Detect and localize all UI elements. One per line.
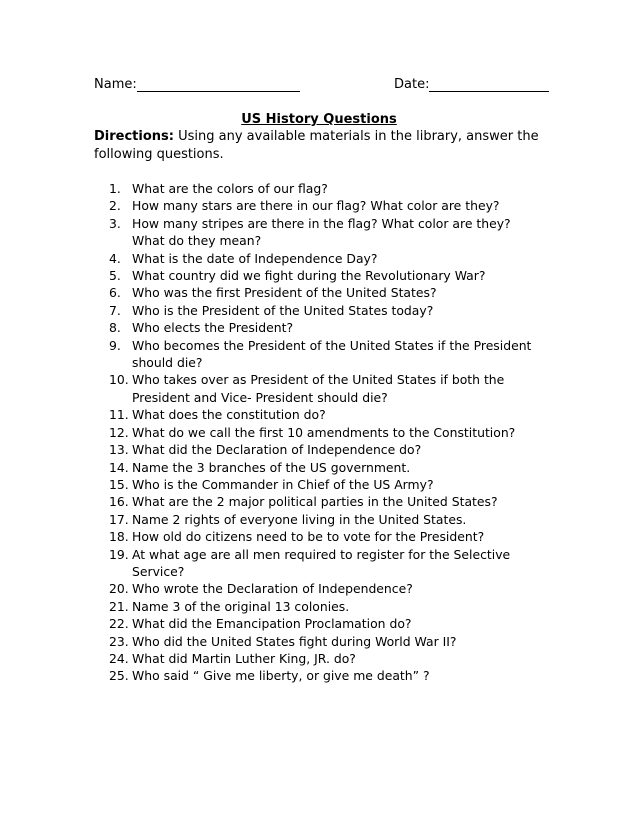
question-number: 23. bbox=[109, 633, 129, 649]
question-text: Who wrote the Declaration of Independence? bbox=[132, 581, 413, 597]
question-number: 24. bbox=[109, 650, 129, 666]
question-number: 2. bbox=[109, 198, 121, 214]
question-text: What did the Emancipation Proclamation do? bbox=[132, 616, 412, 632]
question-number: 21. bbox=[109, 598, 129, 614]
question-text: What does the constitution do? bbox=[132, 407, 326, 423]
question-text: What did the Declaration of Independence do? bbox=[132, 442, 422, 458]
question-item bbox=[94, 215, 544, 250]
question-number: 14. bbox=[109, 459, 129, 475]
question-text: Who did the United States fight during World War II? bbox=[132, 633, 457, 649]
question-text: Name the 3 branches of the US government. bbox=[132, 459, 411, 475]
question-text: Name 3 of the original 13 colonies. bbox=[132, 598, 350, 614]
question-text: Who is the Commander in Chief of the US Army? bbox=[132, 476, 434, 492]
question-number: 8. bbox=[109, 320, 121, 336]
directions bbox=[94, 128, 546, 164]
question-number: 13. bbox=[109, 442, 129, 458]
question-text: What did Martin Luther King, JR. do? bbox=[132, 650, 356, 666]
question-item bbox=[94, 284, 544, 301]
question-item bbox=[94, 493, 544, 510]
question-number: 10. bbox=[109, 372, 129, 388]
question-item bbox=[94, 337, 544, 372]
question-list bbox=[94, 180, 544, 685]
question-number: 12. bbox=[109, 424, 129, 440]
question-item bbox=[94, 319, 544, 336]
question-item bbox=[94, 546, 544, 581]
question-item bbox=[94, 476, 544, 493]
question-text: What is the date of Independence Day? bbox=[132, 250, 378, 266]
question-text: At what age are all men required to register for the Selective Service? bbox=[132, 546, 511, 579]
question-number: 16. bbox=[109, 494, 129, 510]
question-item bbox=[94, 633, 544, 650]
question-number: 11. bbox=[109, 407, 129, 423]
directions-label: Directions: bbox=[94, 129, 174, 144]
question-item bbox=[94, 580, 544, 597]
question-text: What do we call the first 10 amendments to the Constitution? bbox=[132, 424, 516, 440]
question-item bbox=[94, 459, 544, 476]
question-item bbox=[94, 180, 544, 197]
question-text: How many stripes are there in the flag? What color are they? What do they mean? bbox=[132, 215, 511, 249]
question-text: How many stars are there in our flag? What color are they? bbox=[132, 198, 500, 214]
question-number: 22. bbox=[109, 616, 129, 632]
question-number: 1. bbox=[109, 181, 121, 196]
directions-text: Using any available materials in the library, answer the following questions. bbox=[94, 129, 539, 162]
question-item bbox=[94, 598, 544, 615]
question-item bbox=[94, 528, 544, 545]
question-item bbox=[94, 424, 544, 441]
question-item bbox=[94, 302, 544, 319]
question-text: What country did we fight during the Revolutionary War? bbox=[132, 268, 486, 284]
question-number: 25. bbox=[109, 668, 129, 684]
question-number: 18. bbox=[109, 529, 129, 545]
question-item bbox=[94, 250, 544, 267]
question-text: Who takes over as President of the United States if both the President and Vice- President should die? bbox=[132, 372, 505, 405]
date-label: Date: bbox=[394, 77, 430, 92]
name-field bbox=[94, 77, 300, 92]
question-item bbox=[94, 667, 544, 684]
question-number: 15. bbox=[109, 476, 129, 492]
question-item bbox=[94, 197, 544, 214]
question-item bbox=[94, 511, 544, 528]
date-field bbox=[394, 77, 549, 92]
header-row bbox=[94, 77, 544, 97]
question-text: What are the colors of our flag? bbox=[132, 181, 328, 196]
question-number: 20. bbox=[109, 581, 129, 597]
question-item bbox=[94, 615, 544, 632]
question-text: Name 2 rights of everyone living in the United States. bbox=[132, 511, 467, 527]
page-title: US History Questions bbox=[241, 112, 397, 127]
question-text: What are the 2 major political parties in the United States? bbox=[132, 494, 498, 510]
question-number: 3. bbox=[109, 215, 121, 231]
name-blank-line[interactable] bbox=[137, 77, 300, 92]
question-item bbox=[94, 650, 544, 667]
question-number: 5. bbox=[109, 268, 121, 284]
question-text: How old do citizens need to be to vote for the President? bbox=[132, 529, 485, 545]
question-number: 6. bbox=[109, 285, 121, 301]
name-label: Name: bbox=[94, 77, 137, 92]
question-number: 9. bbox=[109, 337, 121, 353]
question-text: Who was the first President of the United States? bbox=[132, 285, 437, 301]
question-text: Who elects the President? bbox=[132, 320, 294, 336]
date-blank-line[interactable] bbox=[429, 77, 549, 92]
question-number: 4. bbox=[109, 250, 121, 266]
question-number: 17. bbox=[109, 511, 129, 527]
question-text: Who said “ Give me liberty, or give me death” ? bbox=[132, 668, 430, 684]
question-item bbox=[94, 267, 544, 284]
question-number: 7. bbox=[109, 302, 121, 318]
question-number: 19. bbox=[109, 546, 129, 562]
question-text: Who is the President of the United States today? bbox=[132, 302, 434, 318]
question-item bbox=[94, 441, 544, 458]
question-text: Who becomes the President of the United States if the President should die? bbox=[132, 337, 532, 371]
question-item bbox=[94, 371, 544, 406]
question-item bbox=[94, 406, 544, 423]
